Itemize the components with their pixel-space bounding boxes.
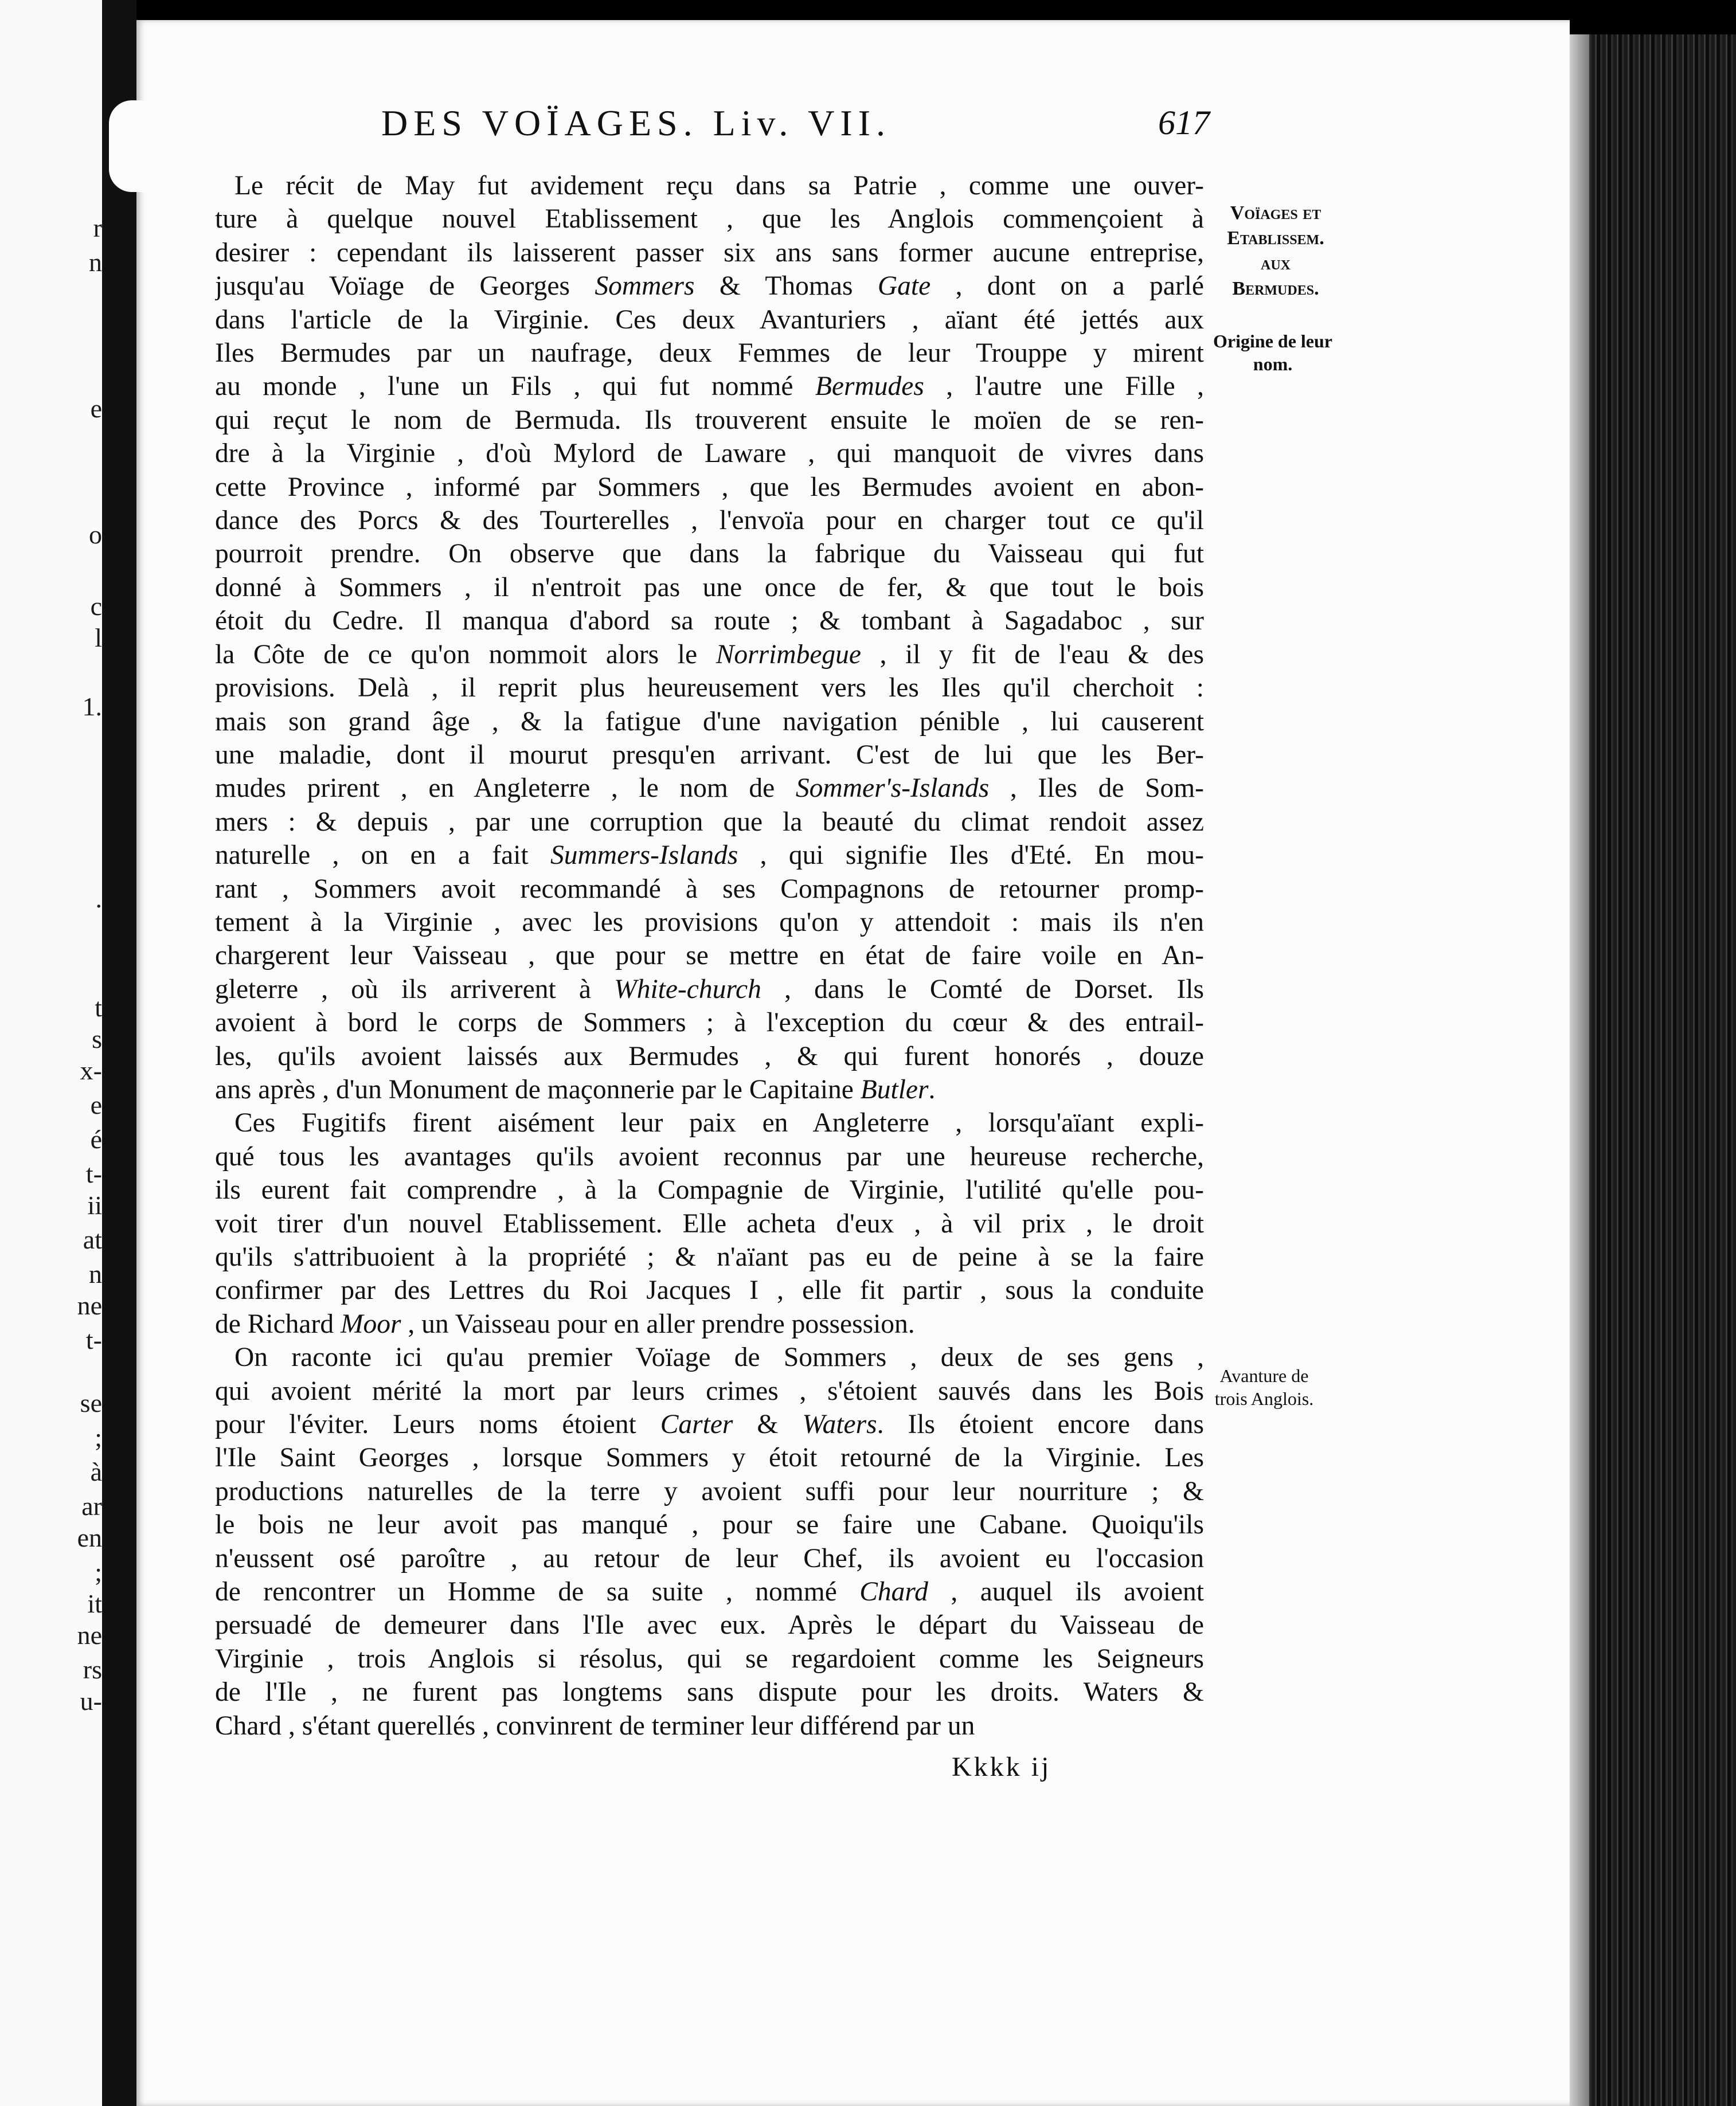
text-line: la Côte de ce qu'on nommoit alors le Norrimbegue , il y fit de l'eau & des (215, 639, 1204, 670)
previous-page-fragment: at (83, 1227, 102, 1253)
body-text (215, 169, 1204, 1743)
previous-page-fragment: r (93, 215, 102, 241)
text-line: une maladie, dont il mourut presqu'en arrivant. C'est de lui que les Ber- (215, 739, 1204, 770)
paragraph (215, 1341, 1204, 1743)
margin-note-line: trois Anglois. (1214, 1388, 1314, 1409)
text-line: Virginie , trois Anglois si résolus, qui se regardoient comme les Seigneurs (215, 1643, 1204, 1674)
margin-note-line: nom. (1253, 354, 1293, 374)
text-line: Le récit de May fut avidement reçu dans sa Patrie , comme une ouver- (234, 171, 1204, 201)
previous-page-fragment: ; (95, 1559, 102, 1586)
text-line: pourroit prendre. On observe que dans la fabrique du Vaisseau qui fut (215, 539, 1204, 569)
text-line: pour l'éviter. Leurs noms étoient Carter & Waters. Ils étoient encore dans (215, 1410, 1204, 1440)
previous-page-fragment: en (77, 1525, 102, 1551)
text-line: confirmer par des Lettres du Roi Jacques I , elle fit partir , sous la conduite (215, 1275, 1204, 1306)
text-line: desirer : cependant ils laisserent passer six ans sans former aucune entreprise, (215, 237, 1204, 268)
text-line: ans après , d'un Monument de maçonnerie par le Capitaine Butler. (215, 1074, 936, 1105)
text-line: dans l'article de la Virginie. Ces deux Avanturiers , aïant été jettés aux (215, 304, 1204, 335)
previous-page-fragment: e (90, 396, 102, 422)
text-line: de l'Ile , ne furent pas longtems sans dispute pour les droits. Waters & (215, 1677, 1204, 1708)
text-line: Chard , s'étant querellés , convinrent de terminer leur différend par un (215, 1710, 975, 1741)
previous-page-fragment: 1. (82, 694, 102, 720)
text-line: jusqu'au Voïage de Georges Sommers & Thomas Gate , dont on a parlé (215, 271, 1204, 302)
text-line: chargerent leur Vaisseau , que pour se mettre en état de faire voile en An- (215, 941, 1204, 971)
margin-note-line: Voïages et (1230, 202, 1321, 224)
page-tab (109, 100, 149, 192)
text-line: naturelle , on en a fait Summers-Islands , qui signifie Iles d'Eté. En mou- (215, 840, 1204, 871)
page-number: 617 (1158, 104, 1210, 142)
previous-page-fragment: ; (95, 1424, 102, 1451)
previous-page-fragment: o (89, 522, 102, 548)
text-line: dre à la Virginie , d'où Mylord de Laware , qui manquoit de vivres dans (215, 439, 1204, 469)
margin-note-line: Origine de leur (1213, 331, 1332, 351)
text-line: On raconte ici qu'au premier Voïage de Sommers , deux de ses gens , (234, 1342, 1204, 1373)
text-line: voit tirer d'un nouvel Etablissement. Elle acheta d'eux , à vil prix , le droit (215, 1208, 1204, 1239)
text-line: provisions. Delà , il reprit plus heureusement vers les Iles qu'il cherchoit : (215, 673, 1204, 703)
previous-page-fragment: t- (85, 1161, 102, 1187)
previous-page-fragment: l (95, 625, 102, 651)
previous-page-fragment: é (90, 1126, 102, 1153)
previous-page-fragment: ii (87, 1192, 102, 1219)
paragraph (215, 169, 1204, 1106)
text-line: qui reçut le nom de Bermuda. Ils trouverent ensuite le moïen de se ren- (215, 405, 1204, 435)
catchword: Kkkk ij (952, 1752, 1051, 1782)
text-line: donné à Sommers , il n'entroit pas une once de fer, & que tout le bois (215, 572, 1204, 602)
margin-note-line: Avanture de (1219, 1365, 1309, 1386)
previous-page-fragment: . (95, 886, 102, 912)
text-line: mers : & depuis , par une corruption que la beauté du climat rendoit assez (215, 807, 1204, 837)
text-line: de Richard Moor , un Vaisseau pour en aller prendre possession. (215, 1309, 915, 1339)
text-line: ils eurent fait comprendre , à la Compagnie de Virginie, l'utilité qu'elle pou- (215, 1175, 1204, 1205)
text-line: de rencontrer un Homme de sa suite , nommé Chard , auquel ils avoient (215, 1577, 1204, 1607)
previous-page-fragment: t (95, 995, 102, 1021)
text-line: l'Ile Saint Georges , lorsque Sommers y étoit retourné de la Virginie. Les (215, 1443, 1204, 1473)
text-line: productions naturelles de la terre y avoient suffi pour leur nourriture ; & (215, 1476, 1204, 1506)
text-line: ture à quelque nouvel Etablissement , que les Anglois commençoient à (215, 204, 1204, 234)
text-line: qui avoient mérité la mort par leurs crimes , s'étoient sauvés dans les Bois (215, 1376, 1204, 1406)
previous-page-fragment: à (90, 1459, 102, 1485)
text-line: gleterre , où ils arriverent à White-church , dans le Comté de Dorset. Ils (215, 974, 1204, 1004)
text-line: avoient à bord le corps de Sommers ; à l'exception du cœur & des entrail- (215, 1008, 1204, 1038)
previous-page-fragment: x- (80, 1058, 102, 1084)
previous-page-fragment: ar (81, 1493, 102, 1520)
margin-note-line: Etablissem. (1227, 228, 1324, 249)
previous-page-fragment: t- (85, 1327, 102, 1353)
text-line: tement à la Virginie , avec les provisions qu'on y attendoit : mais ils n'en (215, 907, 1204, 937)
gutter-shadow (102, 0, 136, 2106)
text-line: Iles Bermudes par un naufrage, deux Femmes de leur Trouppe y mirent (215, 338, 1204, 369)
text-line: étoit du Cedre. Il manqua d'abord sa route ; & tombant à Sagadaboc , sur (215, 606, 1204, 636)
paragraph (215, 1106, 1204, 1341)
text-line: les, qu'ils avoient laissés aux Bermudes , & qui furent honorés , douze (215, 1041, 1204, 1071)
previous-page-edge (0, 0, 109, 2106)
previous-page-fragment: c (90, 593, 102, 620)
page-edges (1570, 34, 1736, 2106)
previous-page-fragment: s (92, 1026, 102, 1052)
text-line: dance des Porcs & des Tourterelles , l'envoïa pour en charger tout ce qu'il (215, 506, 1204, 536)
page-edges-highlight (1570, 34, 1589, 2106)
margin-note-origine (1201, 330, 1344, 375)
previous-page-fragment: n (89, 1261, 102, 1287)
text-line: n'eussent osé paroître , au retour de leur Chef, ils avoient eu l'occasion (215, 1543, 1204, 1573)
margin-note-line: Bermudes. (1232, 278, 1319, 299)
text-line: rant , Sommers avoit recommandé à ses Compagnons de retourner promp- (215, 874, 1204, 904)
text-line: mudes prirent , en Angleterre , le nom de Sommer's-Islands , Iles de Som- (215, 773, 1204, 804)
text-line: persuadé de demeurer dans l'Ile avec eux. Après le départ du Vaisseau de (215, 1610, 1204, 1641)
text-line: mais son grand âge , & la fatigue d'une navigation pénible , lui causerent (215, 706, 1204, 737)
margin-note-line: aux (1261, 253, 1291, 274)
previous-page-fragment: se (80, 1390, 102, 1416)
text-line: cette Province , informé par Sommers , que les Bermudes avoient en abon- (215, 472, 1204, 502)
previous-page-fragment: rs (83, 1657, 102, 1683)
text-line: Ces Fugitifs firent aisément leur paix en Angleterre , lorsqu'aïant expli- (234, 1108, 1204, 1138)
running-head: DES VOÏAGES. Liv. VII. (381, 103, 892, 143)
previous-page-fragment: e (90, 1092, 102, 1118)
previous-page-fragment: ne (77, 1293, 102, 1319)
margin-note-avanture (1187, 1364, 1342, 1410)
text-line: qu'ils s'attribuoient à la propriété ; & n'aïant pas eu de peine à se la faire (215, 1242, 1204, 1272)
text-line: au monde , l'une un Fils , qui fut nommé Bermudes , l'autre une Fille , (215, 371, 1204, 402)
previous-page-fragment: u- (80, 1688, 102, 1714)
previous-page-fragment: it (87, 1591, 102, 1617)
margin-note-voyages (1207, 201, 1344, 302)
text-line: le bois ne leur avoit pas manqué , pour se faire une Cabane. Quoiqu'ils (215, 1510, 1204, 1540)
previous-page-fragment: ne (77, 1622, 102, 1649)
previous-page-fragment: n (89, 249, 102, 276)
text-line: qué tous les avantages qu'ils avoient reconnus par une heureuse recherche, (215, 1141, 1204, 1172)
